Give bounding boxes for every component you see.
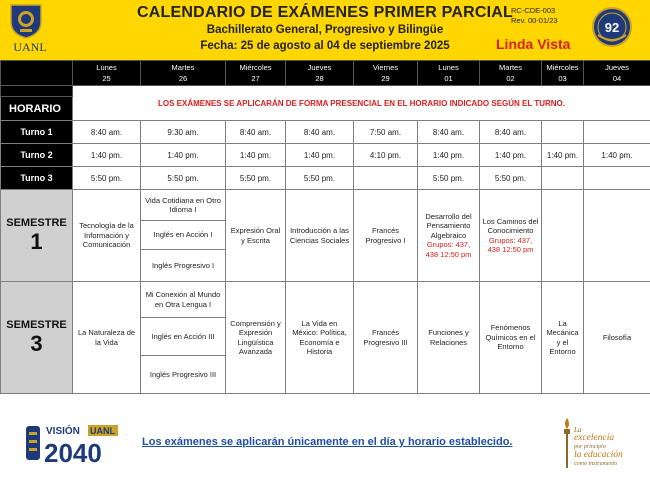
corner-cell — [1, 61, 73, 86]
day-header: Jueves 28 — [286, 61, 354, 86]
time-cell: 1:40 pm. — [418, 144, 480, 167]
exam-cell: Francés Progresivo III — [354, 282, 418, 394]
uanl-shield-logo — [8, 2, 44, 40]
motto-line: excelencia — [574, 433, 615, 443]
uanl-label: UANL — [13, 40, 47, 54]
exam-cell: Expresión Oral y Escrita — [226, 190, 286, 282]
exam-cell: Vida Cotidiana en Otro Idioma I — [141, 190, 226, 221]
excelencia-logo — [560, 412, 640, 472]
empty-cell — [584, 190, 650, 282]
turno-row — [1, 167, 650, 190]
exam-cell: Francés Progresivo I — [354, 190, 418, 282]
day-header: Martes 26 — [141, 61, 226, 86]
time-cell: 8:40 am. — [226, 121, 286, 144]
header-banner — [0, 0, 650, 60]
time-cell: 7:50 am. — [354, 121, 418, 144]
time-cell: 4:10 pm. — [354, 144, 418, 167]
exam-schedule-table — [0, 60, 650, 394]
time-cell: 5:50 pm. — [141, 167, 226, 190]
time-cell: 5:50 pm. — [73, 167, 141, 190]
time-cell: 1:40 pm. — [542, 144, 584, 167]
doc-revision: Rev. 00-01/23 — [511, 16, 558, 25]
torch-icon — [560, 416, 574, 470]
exam-cell: Filosofía — [584, 282, 650, 394]
day-header: Miércoles 03 — [542, 61, 584, 86]
document-code — [511, 6, 558, 26]
time-cell: 5:50 pm. — [286, 167, 354, 190]
turno-row — [1, 121, 650, 144]
exam-cell: Fenómenos Químicos en el Entorno — [480, 282, 542, 394]
time-cell: 1:40 pm. — [584, 144, 650, 167]
turno-label: Turno 2 — [1, 144, 73, 167]
horario-label: HORARIO — [1, 97, 73, 121]
exam-cell: La Vida en México: Política, Economía e Historia — [286, 282, 354, 394]
group-note: Grupos: 437, 438 12:50 pm — [425, 240, 472, 259]
uanl-word: UANL — [90, 426, 115, 436]
time-cell: 8:40 am. — [418, 121, 480, 144]
time-cell: 1:40 pm. — [73, 144, 141, 167]
motto-line: como instrumento — [574, 461, 618, 467]
vision-uanl-2040-logo — [24, 420, 124, 466]
day-header: Martes 02 — [480, 61, 542, 86]
exam-cell: Tecnología de la Información y Comunicación — [73, 190, 141, 282]
motto-line: la educación — [574, 450, 623, 460]
page-title: CALENDARIO DE EXÁMENES PRIMER PARCIAL — [136, 4, 514, 21]
semester-3-label: SEMESTRE 3 — [1, 282, 73, 394]
time-cell: 1:40 pm. — [286, 144, 354, 167]
exam-cell: Desarrollo del Pensamiento Algebraico Grupos: 437, 438 12:50 pm — [418, 190, 480, 282]
page-subtitle: Bachillerato General, Progresivo y Bilingüe — [206, 24, 444, 36]
exam-cell: Inglés en Acción III — [141, 318, 226, 356]
time-cell — [584, 121, 650, 144]
semester3-row — [1, 282, 650, 318]
exam-cell: Mi Conexión al Mundo en Otra Lengua I — [141, 282, 226, 318]
doc-code: RC-CDE-003 — [511, 6, 556, 15]
exam-cell: Funciones y Relaciones — [418, 282, 480, 394]
day-header: Lunes 01 — [418, 61, 480, 86]
time-cell — [584, 167, 650, 190]
vision-word: VISIÓN — [46, 426, 80, 437]
turno-label: Turno 3 — [1, 167, 73, 190]
time-cell: 1:40 pm. — [480, 144, 542, 167]
time-cell: 1:40 pm. — [226, 144, 286, 167]
footer-note: Los exámenes se aplicarán únicamente en el día y horario establecido. — [142, 436, 513, 448]
spacer-row — [1, 86, 650, 97]
day-header: Miércoles 27 — [226, 61, 286, 86]
time-cell: 1:40 pm. — [141, 144, 226, 167]
day-header: Lunes 25 — [73, 61, 141, 86]
time-cell: 8:40 am. — [480, 121, 542, 144]
group-note: Grupos: 437, 438 12:50 pm — [487, 235, 534, 254]
semester1-row — [1, 190, 650, 221]
days-header-row — [1, 61, 650, 86]
date-range: Fecha: 25 de agosto al 04 de septiembre 2025 — [200, 40, 450, 52]
time-cell: 8:40 am. — [73, 121, 141, 144]
time-cell: 5:50 pm. — [418, 167, 480, 190]
exam-cell: Inglés Progresivo III — [141, 356, 226, 394]
turno-label: Turno 1 — [1, 121, 73, 144]
exam-cell: La Naturaleza de la Vida — [73, 282, 141, 394]
anniversary-emblem-icon — [588, 5, 636, 49]
exam-cell: Introducción a las Ciencias Sociales — [286, 190, 354, 282]
campus-name: Linda Vista — [496, 36, 571, 52]
time-cell: 5:50 pm. — [226, 167, 286, 190]
time-cell — [354, 167, 418, 190]
day-header: Jueves 04 — [584, 61, 650, 86]
vision-year: 2040 — [44, 438, 102, 466]
turno-row — [1, 144, 650, 167]
time-cell — [542, 121, 584, 144]
day-header: Viernes 29 — [354, 61, 418, 86]
motto-line: por principio — [574, 444, 606, 450]
exam-cell: Inglés Progresivo I — [141, 250, 226, 282]
exam-cell: Comprensión y Expresión Lingüística Avanzada — [226, 282, 286, 394]
time-cell — [542, 167, 584, 190]
exam-cell: Los Caminos del Conocimiento Grupos: 437, 438 12:50 pm — [480, 190, 542, 282]
empty-cell — [542, 190, 584, 282]
time-cell: 5:50 pm. — [480, 167, 542, 190]
time-cell: 8:40 am. — [286, 121, 354, 144]
semester-1-label: SEMESTRE 1 — [1, 190, 73, 282]
exam-cell: Inglés en Acción I — [141, 221, 226, 250]
anniversary-number: 92 — [604, 20, 620, 35]
exam-cell: La Mecánica y el Entorno — [542, 282, 584, 394]
presencial-notice: LOS EXÁMENES SE APLICARÁN DE FORMA PRESENCIAL EN EL HORARIO INDICADO SEGÚN EL TURNO. — [73, 86, 650, 121]
motto-line: La — [574, 426, 582, 434]
time-cell: 9:30 am. — [141, 121, 226, 144]
